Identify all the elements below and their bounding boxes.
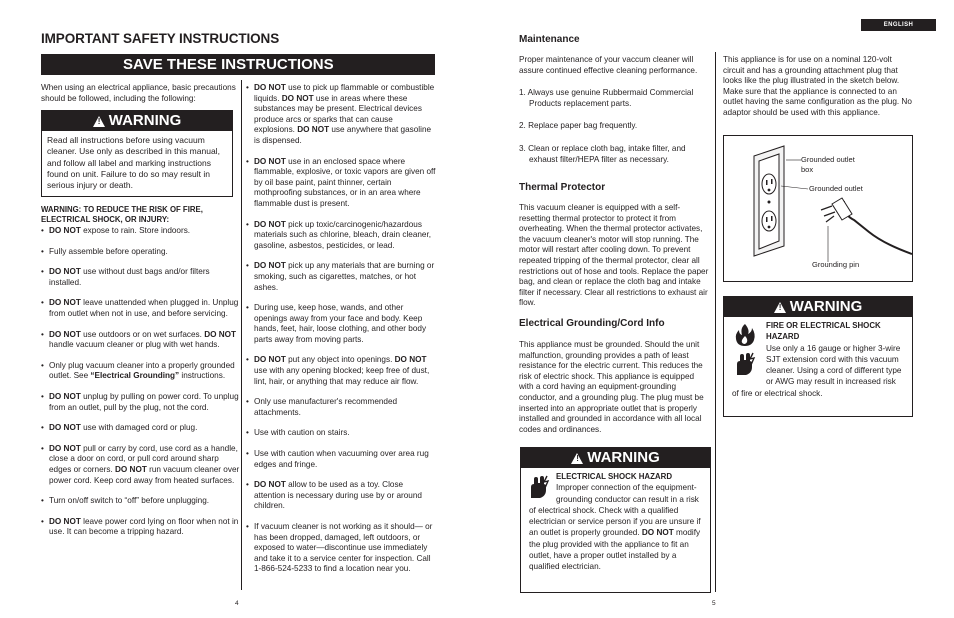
emphasis-text: DO NOT xyxy=(49,443,81,453)
thermal-heading: Thermal Protector xyxy=(519,182,606,193)
warning-box-fire xyxy=(723,296,913,417)
intro-text: When using an electrical appliance, basic precautions should be followed, including the following: xyxy=(41,83,236,103)
item-text: unplug by pulling on power cord. To unplug from an outlet, pull by the plug, not the cord. xyxy=(49,391,239,412)
item-text: expose to rain. Store indoors. xyxy=(80,226,191,235)
warning-box-general xyxy=(41,110,233,197)
safety-list-item xyxy=(246,303,436,345)
safety-list-item xyxy=(246,449,436,470)
emphasis-text: DO NOT xyxy=(204,329,237,339)
item-text: allow to be used as a toy. Close attention is necessary during use by or around children. xyxy=(254,480,422,511)
save-instructions-banner: SAVE THESE INSTRUCTIONS xyxy=(41,54,435,75)
hazard-icons xyxy=(732,322,762,381)
grounding-heading: Electrical Grounding/Cord Info xyxy=(519,318,665,329)
maintenance-section xyxy=(519,55,709,165)
warning-box-shock xyxy=(520,447,711,593)
item-text: use in an enclosed space where flammable, explosive, or toxic vapors are given off by oil base paint, paint thinner, certain mothproofing substances, or in an area where flammable dust is present. xyxy=(254,156,436,208)
item-text: pick up any materials that are burning or smoking, such as cigarettes, matches, or hot ashes. xyxy=(254,261,435,292)
column-divider xyxy=(241,80,242,590)
emphasis-text: DO NOT xyxy=(49,391,81,401)
warning-text xyxy=(521,468,710,576)
safety-list-item xyxy=(41,226,241,237)
page-number-right: 5 xyxy=(712,600,716,607)
thermal-text: This vacuum cleaner is equipped with a self-resetting thermal protector to protect it from overheating. When the thermal protector activates, the vacuum cleaner's motor will stop running. The motor will restart after cooling down. To prevent repeated tripping of the thermal protector, clear all restrictions out of hose and tools. Replace the paper bag, and clean or replace the cloth bag and intake filter if necessary. Clear all restrictions to exhaust air flow. xyxy=(519,203,709,308)
warning-label: WARNING xyxy=(789,298,863,315)
maintenance-step: 3. Clean or replace cloth bag, intake filter, and exhaust filter/HEPA filter as necessary. xyxy=(519,143,686,164)
emphasis-text: DO NOT xyxy=(254,480,286,490)
safety-list-item xyxy=(246,355,436,387)
safety-list-item xyxy=(41,444,241,486)
item-text: Turn on/off switch to “off” before unplugging. xyxy=(49,496,210,506)
warning-triangle-icon: ! xyxy=(774,302,786,313)
maintenance-step: 2. Replace paper bag frequently. xyxy=(519,121,638,131)
item-text: instructions. xyxy=(179,371,226,381)
safety-list-item xyxy=(246,220,436,252)
outlet-diagram xyxy=(723,135,913,282)
item-text: use without dust bags and/or filters installed. xyxy=(49,267,210,287)
warning-triangle-icon: ! xyxy=(93,116,105,127)
safety-list-item xyxy=(41,517,241,538)
emphasis-text: DO NOT xyxy=(49,329,81,339)
warning-header xyxy=(42,111,232,131)
hazard-title: ELECTRICAL SHOCK HAZARD xyxy=(556,472,673,481)
safety-list-item xyxy=(41,330,241,351)
emphasis-text: DO NOT xyxy=(49,226,81,235)
item-text: Only plug vacuum cleaner into a properly grounded outlet. See xyxy=(49,360,235,381)
safety-list-item xyxy=(41,361,241,382)
warning-header xyxy=(521,448,710,468)
item-text: use outdoors or on wet surfaces. xyxy=(80,329,205,339)
safety-list-item xyxy=(41,392,241,413)
emphasis-text: DO NOT xyxy=(281,93,314,103)
item-text: Use with caution when vacuuming over area rug edges and fringe. xyxy=(254,449,429,469)
item-text: use in areas where these substances may be present. Electrical devices produce arcs or sparks that can cause explosions. xyxy=(254,93,422,135)
fire-icon xyxy=(732,322,758,348)
warning-header xyxy=(724,297,912,317)
item-text: put any object into openings. xyxy=(285,355,395,365)
safety-list-item xyxy=(41,496,241,507)
safety-list-item xyxy=(41,423,241,434)
emphasis-text: DO NOT xyxy=(49,516,81,526)
label-grounded-outlet: Grounded outlet xyxy=(809,184,863,193)
emphasis-text: DO NOT xyxy=(254,219,286,229)
item-text: Use with caution on stairs. xyxy=(254,428,350,438)
warning-triangle-icon: ! xyxy=(571,453,583,464)
maintenance-heading: Maintenance xyxy=(519,34,580,45)
safety-list-item xyxy=(246,83,436,147)
item-text: use to pick up flammable or combustible liquids. xyxy=(254,83,435,103)
item-text: handle vacuum cleaner or plug with wet hands. xyxy=(49,340,220,350)
emphasis-text: DO NOT xyxy=(394,355,427,365)
emphasis-text: “Electrical Grounding” xyxy=(90,371,180,381)
page-title: IMPORTANT SAFETY INSTRUCTIONS xyxy=(41,31,280,46)
emphasis-text: DO NOT xyxy=(254,83,286,92)
warning-fire-text: Use only a 16 gauge or higher 3-wire SJT extension cord with this vacuum cleaner. Using a cord of different type or AWG may result in increased risk of fire or electrical shock. xyxy=(732,343,902,398)
label-grounded-outlet-box: Grounded outlet box xyxy=(801,155,855,174)
safety-list-item xyxy=(246,480,436,512)
shock-hand-icon xyxy=(527,474,551,500)
safety-list-item xyxy=(246,397,436,418)
shock-hand-icon xyxy=(732,351,758,377)
column-divider-right xyxy=(715,52,716,592)
warning-shock-text-b: DO NOT xyxy=(641,528,674,538)
emphasis-text: DO NOT xyxy=(254,156,286,166)
item-text: Only use manufacturer's recommended attachments. xyxy=(254,397,398,417)
emphasis-text: DO NOT xyxy=(115,464,147,474)
emphasis-text: DO NOT xyxy=(49,298,81,308)
hazard-title: FIRE OR ELECTRICAL SHOCK HAZARD xyxy=(766,321,881,342)
safety-list-b xyxy=(246,83,436,585)
warning-shock-text-a: Improper connection of the equipment-grounding conductor can result in a risk of electrical shock. Check with a qualified electrician or service person if you are unsure if an outlet is properly grounded. xyxy=(529,483,701,538)
item-text: use with damaged cord or plug. xyxy=(80,423,198,433)
warning-subheading: WARNING: TO REDUCE THE RISK OF FIRE, ELECTRICAL SHOCK, OR INJURY: xyxy=(41,205,203,225)
item-text: run vacuum cleaner over power cord. Keep cord away from heated surfaces. xyxy=(49,464,240,485)
safety-list-item xyxy=(41,298,241,319)
page-number-left: 4 xyxy=(235,600,239,607)
emphasis-text: DO NOT xyxy=(254,261,286,271)
warning-label: WARNING xyxy=(108,112,182,129)
language-tab: ENGLISH xyxy=(861,19,936,31)
emphasis-text: DO NOT xyxy=(49,423,81,433)
grounding-text: This appliance must be grounded. Should the unit malfunction, grounding provides a path of least resistance for the electric current. This reduces the risk of electric shock. This appliance is equipped with a cord having an equipment-grounding conductor, and a grounding plug. The plug must be inserted into an appropriate outlet that is properly installed and grounded in accordance with all local codes and ordinances. xyxy=(519,340,704,434)
plug-text: This appliance is for use on a nominal 120-volt circuit and has a grounding attachment plug that looks like the plug illustrated in the sketch below. Make sure that the appliance is connected to an outlet having the same configuration as the plug. No adaptor should be used with this appliance. xyxy=(723,55,912,117)
safety-list-item xyxy=(41,267,241,288)
emphasis-text: DO NOT xyxy=(297,125,330,135)
item-text: If vacuum cleaner is not working as it should— or has been dropped, damaged, left outdoors, or exposed to water—discontinue use immediately and take it to a service center for inspection. Call 1-866-524-5233 to find a location near you. xyxy=(254,522,433,574)
item-text: During use, keep hose, wands, and other openings away from your face and body. Keep hands, feet, hair, loose clothing, and other body parts away from moving parts. xyxy=(254,303,427,344)
maintenance-step: 1. Always use genuine Rubbermaid Commercial Products replacement parts. xyxy=(519,88,694,108)
item-text: use anywhere that gasoline is dispensed. xyxy=(254,125,432,145)
emphasis-text: DO NOT xyxy=(49,267,81,277)
warning-text: Read all instructions before using vacuum cleaner. Use only as described in this manual, and follow all label and marking instructions found on unit. Failure to do so may result in serious injury or death. xyxy=(47,135,220,191)
safety-list-item xyxy=(246,428,436,439)
warning-text xyxy=(724,317,912,402)
item-text: leave unattended when plugged in. Unplug from outlet when not in use, and before servicing. xyxy=(49,298,239,318)
item-text: pull or carry by cord, use cord as a handle, close a door on cord, or pull cord around sharp edges or corners. xyxy=(49,443,238,474)
item-text: use with any opening blocked; keep free of dust, lint, hair, or anything that may reduce air flow. xyxy=(254,366,430,386)
safety-list-item xyxy=(41,247,241,258)
warning-label: WARNING xyxy=(587,449,660,466)
emphasis-text: DO NOT xyxy=(254,355,286,365)
item-text: pick up toxic/carcinogenic/hazardous materials such as chlorine, bleach, drain cleaner, gasoline, asbestos, pesticides, or lead. xyxy=(254,219,432,250)
label-grounding-pin: Grounding pin xyxy=(812,260,860,269)
item-text: Fully assemble before operating. xyxy=(49,246,168,256)
safety-list-item xyxy=(246,261,436,293)
safety-list-item xyxy=(246,522,436,575)
safety-list-item xyxy=(246,157,436,210)
maintenance-intro: Proper maintenance of your vaccum cleaner will assure continued effective cleaning performance. xyxy=(519,55,698,75)
safety-list-a xyxy=(41,226,241,548)
warning-shock-text-c: modify the plug provided with the appliance to fit an outlet, have a proper outlet installed by a qualified electrician. xyxy=(529,528,701,572)
item-text: leave power cord lying on floor when not in use. It can become a tripping hazard. xyxy=(49,516,239,537)
